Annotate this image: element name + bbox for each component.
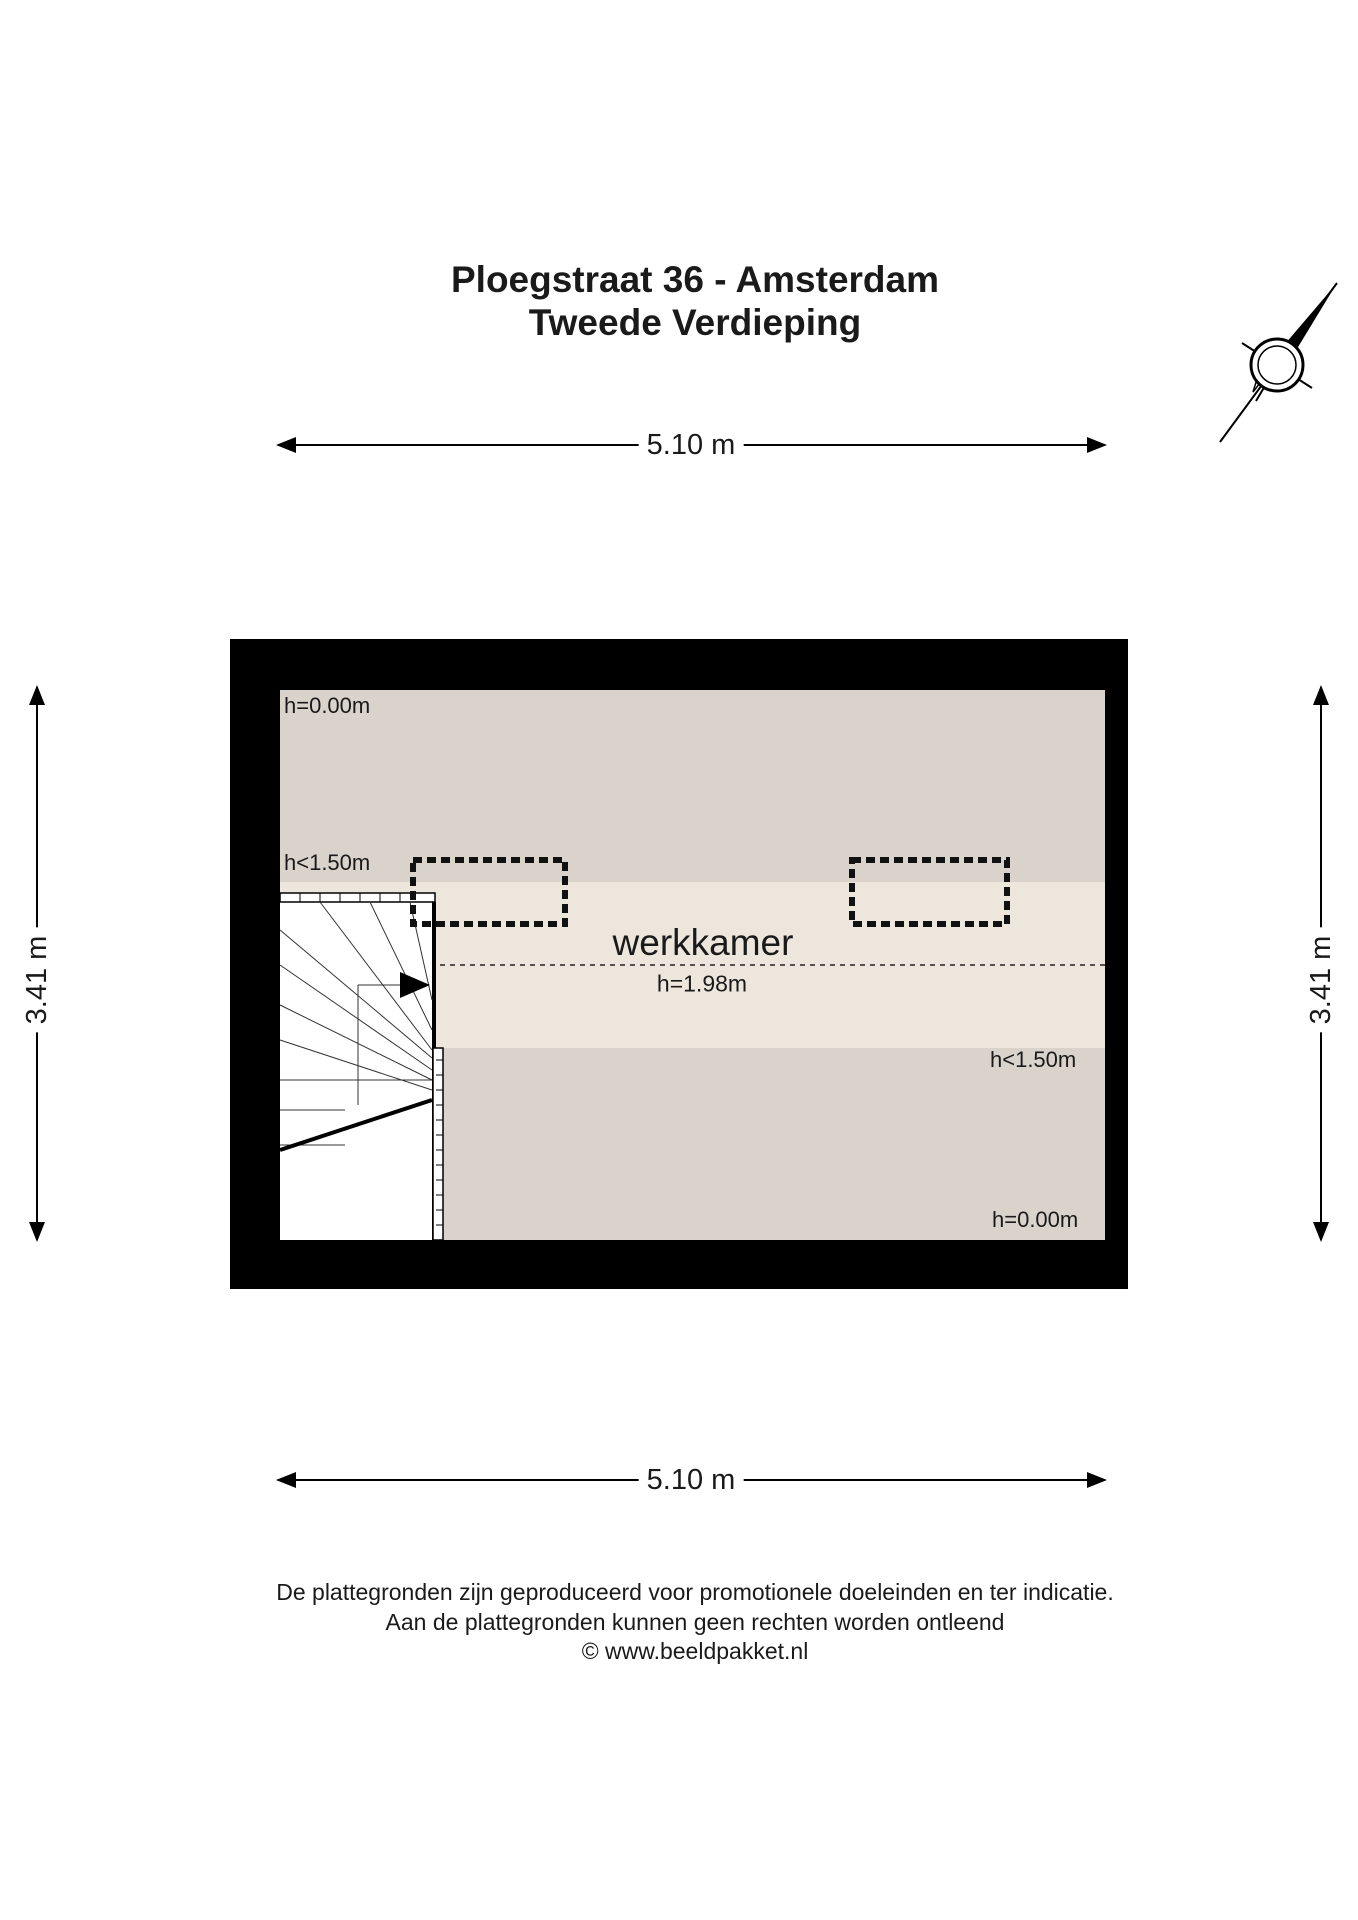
height-label-bottom-zero: h=0.00m (992, 1207, 1079, 1232)
top-width-label: 5.10 m (639, 428, 744, 462)
floor-title: Tweede Verdieping (528, 302, 862, 343)
room-height: h=1.98m (656, 970, 748, 997)
page-title: Ploegstraat 36 - Amsterdam (450, 259, 940, 300)
room-name: werkkamer (612, 922, 794, 963)
bottom-width-label: 5.10 m (639, 1463, 744, 1497)
left-depth-label: 3.41 m (20, 928, 54, 1033)
disclaimer-line-2: Aan de plattegronden kunnen geen rechten worden ontleend (385, 1609, 1005, 1635)
disclaimer-line-1: De plattegronden zijn geproduceerd voor promotionele doeleinden en ter indicatie. (276, 1579, 1114, 1605)
staircase (280, 893, 443, 1240)
height-label-top-low: h<1.50m (284, 850, 371, 875)
floor-sloped-top (280, 690, 1105, 882)
height-label-top-zero: h=0.00m (284, 693, 371, 718)
height-label-bottom-low: h<1.50m (990, 1047, 1077, 1072)
right-depth-label: 3.41 m (1304, 928, 1338, 1033)
copyright-link[interactable]: © www.beeldpakket.nl (581, 1638, 809, 1664)
